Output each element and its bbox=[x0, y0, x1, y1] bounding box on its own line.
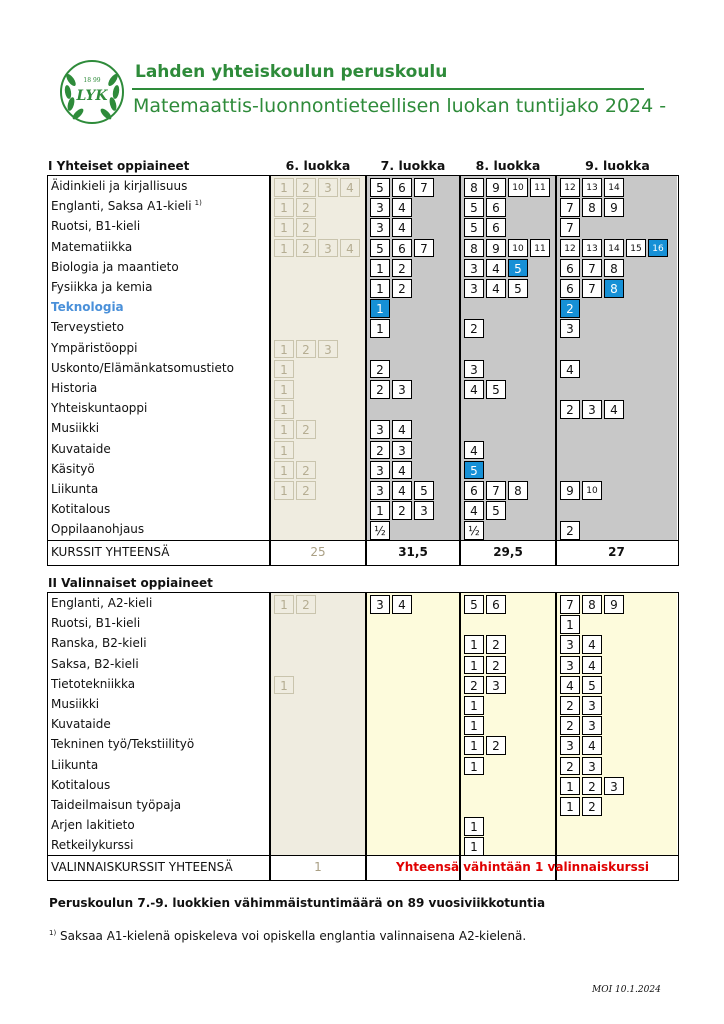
row-label bbox=[51, 197, 202, 215]
course-cell: 5 bbox=[464, 198, 484, 217]
course-cell: 2 bbox=[392, 259, 412, 278]
course-cell: 3 bbox=[582, 757, 602, 776]
course-cell: 3 bbox=[392, 441, 412, 460]
elective-requirement: Yhteensä vähintään 1 valinnaiskurssi bbox=[396, 860, 649, 874]
course-cell: 4 bbox=[392, 218, 412, 237]
row-label bbox=[51, 298, 124, 316]
course-cell: 2 bbox=[370, 380, 390, 399]
course-cell: 2 bbox=[486, 635, 506, 654]
course-cell: 11 bbox=[530, 239, 550, 258]
subject-name: Kotitalous bbox=[51, 502, 111, 517]
course-cell: 14 bbox=[604, 239, 624, 258]
course-cell: 5 bbox=[414, 481, 434, 500]
course-cell: 7 bbox=[582, 259, 602, 278]
subject-name: Tietotekniikka bbox=[51, 676, 136, 691]
course-cell: 1 bbox=[370, 501, 390, 520]
total-row bbox=[48, 540, 678, 565]
course-cell: 16 bbox=[648, 239, 668, 258]
course-cell: 4 bbox=[582, 736, 602, 755]
course-cell: 3 bbox=[560, 635, 580, 654]
course-cell: 1 bbox=[274, 218, 294, 237]
column-divider bbox=[555, 593, 557, 880]
school-name: Lahden yhteiskoulun peruskoulu bbox=[135, 62, 448, 82]
row-label bbox=[51, 217, 140, 235]
course-cell: 5 bbox=[464, 595, 484, 614]
subject-name: Saksa, B2-kieli bbox=[51, 656, 139, 671]
section2-title: II Valinnaiset oppiaineet bbox=[48, 576, 213, 590]
grade8-header: 8. luokka bbox=[475, 158, 541, 173]
course-cell: 1 bbox=[274, 481, 294, 500]
course-cell: 4 bbox=[392, 420, 412, 439]
course-cell: 10 bbox=[508, 178, 528, 197]
course-cell: 5 bbox=[486, 380, 506, 399]
course-cell: 4 bbox=[392, 595, 412, 614]
row-label bbox=[51, 500, 110, 518]
course-cell: 1 bbox=[370, 259, 390, 278]
footnote-ref: 1) bbox=[194, 199, 202, 208]
course-cell: 6 bbox=[464, 481, 484, 500]
course-cell: ½ bbox=[370, 521, 390, 540]
course-cell: 3 bbox=[392, 380, 412, 399]
course-cell: 1 bbox=[274, 400, 294, 419]
course-cell: 3 bbox=[560, 736, 580, 755]
footnote bbox=[49, 929, 526, 943]
course-cell: 13 bbox=[582, 239, 602, 258]
course-cell: 4 bbox=[582, 656, 602, 675]
course-cell: 1 bbox=[560, 797, 580, 816]
row-label bbox=[51, 339, 137, 357]
course-cell: 2 bbox=[296, 178, 316, 197]
row-label bbox=[51, 460, 95, 478]
column-divider bbox=[459, 176, 461, 565]
svg-text:LYK: LYK bbox=[76, 88, 108, 104]
course-cell: 2 bbox=[392, 279, 412, 298]
column-divider bbox=[365, 541, 367, 565]
course-cell: 5 bbox=[370, 239, 390, 258]
course-cell: 3 bbox=[370, 218, 390, 237]
total-label: KURSSIT YHTEENSÄ bbox=[51, 545, 170, 559]
course-cell: 1 bbox=[274, 360, 294, 379]
subject-name: Historia bbox=[51, 381, 98, 395]
course-cell: 5 bbox=[508, 279, 528, 298]
course-cell: 3 bbox=[318, 178, 338, 197]
subject-name: Käsityö bbox=[51, 461, 95, 476]
course-cell: 7 bbox=[560, 198, 580, 217]
row-label bbox=[51, 634, 147, 652]
course-cell: 2 bbox=[560, 716, 580, 735]
course-cell: 1 bbox=[274, 595, 294, 614]
row-label bbox=[51, 359, 234, 377]
subject-name: Ruotsi, B1-kieli bbox=[51, 219, 141, 234]
course-cell: 3 bbox=[486, 676, 506, 695]
course-cell: 2 bbox=[296, 481, 316, 500]
subject-name: Englanti, A2-kieli bbox=[51, 596, 153, 610]
course-cell: 3 bbox=[582, 696, 602, 715]
course-cell: 3 bbox=[318, 239, 338, 258]
course-cell: 1 bbox=[274, 441, 294, 460]
course-cell: 1 bbox=[370, 279, 390, 298]
course-cell: 1 bbox=[274, 239, 294, 258]
course-cell: 9 bbox=[604, 198, 624, 217]
course-cell: 3 bbox=[370, 481, 390, 500]
course-cell: 3 bbox=[464, 360, 484, 379]
course-cell: 4 bbox=[392, 198, 412, 217]
course-cell: 4 bbox=[464, 380, 484, 399]
course-cell: 2 bbox=[296, 198, 316, 217]
course-cell: 8 bbox=[582, 198, 602, 217]
row-label bbox=[51, 379, 97, 397]
subject-name: Kotitalous bbox=[51, 777, 111, 792]
course-cell: 6 bbox=[392, 178, 412, 197]
course-cell: 8 bbox=[604, 279, 624, 298]
course-cell: 2 bbox=[296, 239, 316, 258]
column-divider bbox=[269, 593, 271, 880]
course-cell: 2 bbox=[560, 757, 580, 776]
subject-name: Kuvataide bbox=[51, 441, 111, 456]
course-cell: 1 bbox=[274, 178, 294, 197]
course-cell: 3 bbox=[414, 501, 434, 520]
row-label bbox=[51, 480, 98, 498]
course-cell: 9 bbox=[604, 595, 624, 614]
course-cell: 1 bbox=[464, 716, 484, 735]
total-row bbox=[48, 855, 678, 880]
course-cell: 3 bbox=[464, 259, 484, 278]
course-cell: 12 bbox=[560, 178, 580, 197]
course-cell: 10 bbox=[508, 239, 528, 258]
subject-name: Ruotsi, B1-kieli bbox=[51, 616, 141, 631]
course-cell: 8 bbox=[464, 239, 484, 258]
course-cell: 6 bbox=[560, 259, 580, 278]
min-hours-note: Peruskoulun 7.-9. luokkien vähimmäistuntimäärä on 89 vuosiviikkotuntia bbox=[49, 896, 546, 910]
course-cell: 2 bbox=[582, 797, 602, 816]
row-label bbox=[51, 776, 110, 794]
subject-name: Yhteiskuntaoppi bbox=[51, 401, 148, 416]
course-cell: 7 bbox=[414, 239, 434, 258]
row-label bbox=[51, 695, 99, 713]
subject-name: Ympäristöoppi bbox=[51, 340, 138, 355]
course-cell: 1 bbox=[274, 380, 294, 399]
subject-name: Musiikki bbox=[51, 697, 100, 711]
row-label bbox=[51, 614, 140, 632]
row-label bbox=[51, 318, 124, 336]
course-cell: 5 bbox=[370, 178, 390, 197]
course-cell: 2 bbox=[560, 521, 580, 540]
row-label bbox=[51, 756, 98, 774]
course-cell: 4 bbox=[604, 400, 624, 419]
header-divider bbox=[132, 88, 644, 90]
subject-name: Terveystieto bbox=[51, 320, 124, 335]
column-divider bbox=[365, 593, 367, 880]
course-cell: 8 bbox=[582, 595, 602, 614]
subject-name: Englanti, Saksa A1-kieli bbox=[51, 199, 192, 214]
course-cell: 2 bbox=[560, 400, 580, 419]
row-label bbox=[51, 594, 152, 612]
row-label bbox=[51, 520, 144, 538]
course-cell: 7 bbox=[560, 218, 580, 237]
row-label bbox=[51, 238, 132, 256]
course-cell: 2 bbox=[370, 360, 390, 379]
course-cell: 4 bbox=[392, 461, 412, 480]
svg-text:18 99: 18 99 bbox=[83, 77, 101, 84]
row-label bbox=[51, 735, 194, 753]
course-cell: 2 bbox=[582, 777, 602, 796]
course-cell: 2 bbox=[370, 441, 390, 460]
subject-name: Arjen lakitieto bbox=[51, 818, 135, 833]
course-cell: 12 bbox=[560, 239, 580, 258]
column-divider bbox=[555, 176, 557, 565]
course-cell: 4 bbox=[560, 360, 580, 379]
course-cell: 2 bbox=[296, 420, 316, 439]
course-cell: 1 bbox=[464, 696, 484, 715]
course-cell: 3 bbox=[370, 420, 390, 439]
course-cell: 7 bbox=[560, 595, 580, 614]
row-label bbox=[51, 419, 99, 437]
subject-name: Äidinkieli ja kirjallisuus bbox=[51, 179, 188, 193]
row-label bbox=[51, 258, 179, 276]
course-cell: 1 bbox=[274, 198, 294, 217]
total-label: VALINNAISKURSSIT YHTEENSÄ bbox=[51, 860, 233, 874]
course-cell: 4 bbox=[392, 481, 412, 500]
grade7-header: 7. luokka bbox=[380, 158, 446, 173]
course-cell: 3 bbox=[604, 777, 624, 796]
course-cell: 1 bbox=[274, 420, 294, 439]
subject-name: Liikunta bbox=[51, 482, 99, 496]
common-subjects-table bbox=[47, 175, 679, 566]
row-label bbox=[51, 177, 187, 195]
course-cell: 1 bbox=[464, 817, 484, 836]
column-divider bbox=[459, 541, 461, 565]
course-cell: 2 bbox=[392, 501, 412, 520]
course-cell: 1 bbox=[464, 635, 484, 654]
column-divider bbox=[459, 593, 461, 880]
course-cell: 7 bbox=[582, 279, 602, 298]
column-divider bbox=[269, 176, 271, 565]
course-cell: 3 bbox=[318, 340, 338, 359]
subject-name: Uskonto/Elämänkatsomustieto bbox=[51, 360, 234, 375]
course-cell: 4 bbox=[464, 441, 484, 460]
subject-name: Taideilmaisun työpaja bbox=[51, 798, 182, 812]
course-cell: 2 bbox=[464, 319, 484, 338]
course-cell: 2 bbox=[296, 595, 316, 614]
course-cell: 3 bbox=[582, 400, 602, 419]
course-cell: 1 bbox=[464, 656, 484, 675]
school-logo bbox=[58, 58, 126, 126]
course-cell: 8 bbox=[464, 178, 484, 197]
row-label bbox=[51, 796, 181, 814]
course-cell: 6 bbox=[486, 595, 506, 614]
course-cell: 1 bbox=[274, 461, 294, 480]
course-cell: 7 bbox=[414, 178, 434, 197]
course-cell: 8 bbox=[508, 481, 528, 500]
grade-column-bg bbox=[270, 593, 366, 855]
subject-name: Ranska, B2-kieli bbox=[51, 636, 147, 651]
row-label bbox=[51, 399, 147, 417]
course-cell: 9 bbox=[560, 481, 580, 500]
course-cell: 1 bbox=[464, 736, 484, 755]
grade-total: 27 bbox=[608, 545, 625, 559]
course-cell: 1 bbox=[370, 319, 390, 338]
course-cell: 14 bbox=[604, 178, 624, 197]
course-cell: 8 bbox=[604, 259, 624, 278]
course-cell: 3 bbox=[582, 716, 602, 735]
course-cell: 3 bbox=[464, 279, 484, 298]
course-cell: 13 bbox=[582, 178, 602, 197]
course-cell: 9 bbox=[486, 178, 506, 197]
grade6-elective-total: 1 bbox=[314, 860, 322, 874]
elective-subjects-table bbox=[47, 592, 679, 881]
row-label bbox=[51, 675, 135, 693]
course-cell: 2 bbox=[464, 676, 484, 695]
footnote-text: Saksaa A1-kielenä opiskeleva voi opiskella englantia valinnaisena A2-kielenä. bbox=[60, 929, 527, 943]
course-cell: 6 bbox=[392, 239, 412, 258]
course-cell: 4 bbox=[486, 279, 506, 298]
course-cell: 5 bbox=[508, 259, 528, 278]
course-cell: 4 bbox=[582, 635, 602, 654]
course-cell: 10 bbox=[582, 481, 602, 500]
course-cell: 5 bbox=[486, 501, 506, 520]
row-label bbox=[51, 816, 135, 834]
course-cell: 3 bbox=[560, 656, 580, 675]
row-label bbox=[51, 278, 152, 296]
document-id: MOI 10.1.2024 bbox=[592, 985, 661, 995]
course-cell: 6 bbox=[560, 279, 580, 298]
course-cell: 2 bbox=[296, 461, 316, 480]
grade-total: 29,5 bbox=[493, 545, 523, 559]
grade6-header: 6. luokka bbox=[285, 158, 351, 173]
course-cell: 3 bbox=[560, 319, 580, 338]
footnote-marker: 1) bbox=[49, 929, 57, 937]
course-cell: 3 bbox=[370, 198, 390, 217]
column-divider bbox=[269, 856, 271, 880]
subject-name: Musiikki bbox=[51, 421, 100, 436]
row-label bbox=[51, 440, 111, 458]
course-cell: 1 bbox=[464, 837, 484, 856]
column-divider bbox=[555, 541, 557, 565]
course-cell: 4 bbox=[486, 259, 506, 278]
course-cell: 1 bbox=[370, 299, 390, 318]
row-label bbox=[51, 836, 134, 854]
course-cell: 2 bbox=[486, 736, 506, 755]
course-cell: 2 bbox=[296, 218, 316, 237]
course-cell: 4 bbox=[340, 178, 360, 197]
course-cell: 6 bbox=[486, 218, 506, 237]
course-cell: 2 bbox=[560, 299, 580, 318]
grade-column-bg bbox=[366, 593, 460, 855]
course-cell: 2 bbox=[486, 656, 506, 675]
column-divider bbox=[365, 176, 367, 565]
course-cell: 1 bbox=[464, 757, 484, 776]
course-cell: 1 bbox=[274, 340, 294, 359]
column-divider bbox=[269, 541, 271, 565]
course-cell: 4 bbox=[464, 501, 484, 520]
course-cell: 5 bbox=[582, 676, 602, 695]
course-cell: 7 bbox=[486, 481, 506, 500]
course-cell: 3 bbox=[370, 595, 390, 614]
section1-title: I Yhteiset oppiaineet bbox=[48, 159, 190, 173]
course-cell: 3 bbox=[370, 461, 390, 480]
course-cell: 5 bbox=[464, 461, 484, 480]
page-title: Matemaattis-luonnontieteellisen luokan tuntijako 2024 - bbox=[133, 95, 667, 117]
course-cell: 1 bbox=[274, 676, 294, 695]
course-cell: 15 bbox=[626, 239, 646, 258]
subject-name: Tekninen työ/Tekstiilityö bbox=[51, 737, 195, 752]
subject-name: Oppilaanohjaus bbox=[51, 522, 145, 537]
course-cell: 9 bbox=[486, 239, 506, 258]
course-cell: 4 bbox=[560, 676, 580, 695]
subject-name: Biologia ja maantieto bbox=[51, 259, 179, 274]
course-cell: ½ bbox=[464, 521, 484, 540]
course-cell: 6 bbox=[486, 198, 506, 217]
subject-name: Matematiikka bbox=[51, 239, 133, 254]
row-label bbox=[51, 655, 139, 673]
grade-total: 25 bbox=[310, 545, 326, 559]
subject-name: Retkeilykurssi bbox=[51, 838, 134, 853]
grade-total: 31,5 bbox=[398, 545, 428, 559]
subject-name: Kuvataide bbox=[51, 717, 111, 732]
row-label bbox=[51, 715, 111, 733]
course-cell: 4 bbox=[340, 239, 360, 258]
grade9-header: 9. luokka bbox=[585, 158, 650, 173]
subject-name: Teknologia bbox=[51, 300, 124, 315]
course-cell: 1 bbox=[560, 777, 580, 796]
course-cell: 1 bbox=[560, 615, 580, 634]
course-cell: 2 bbox=[296, 340, 316, 359]
course-cell: 5 bbox=[464, 218, 484, 237]
subject-name: Fysiikka ja kemia bbox=[51, 280, 153, 294]
subject-name: Liikunta bbox=[51, 757, 99, 772]
course-cell: 2 bbox=[560, 696, 580, 715]
course-cell: 11 bbox=[530, 178, 550, 197]
column-divider bbox=[365, 856, 367, 880]
